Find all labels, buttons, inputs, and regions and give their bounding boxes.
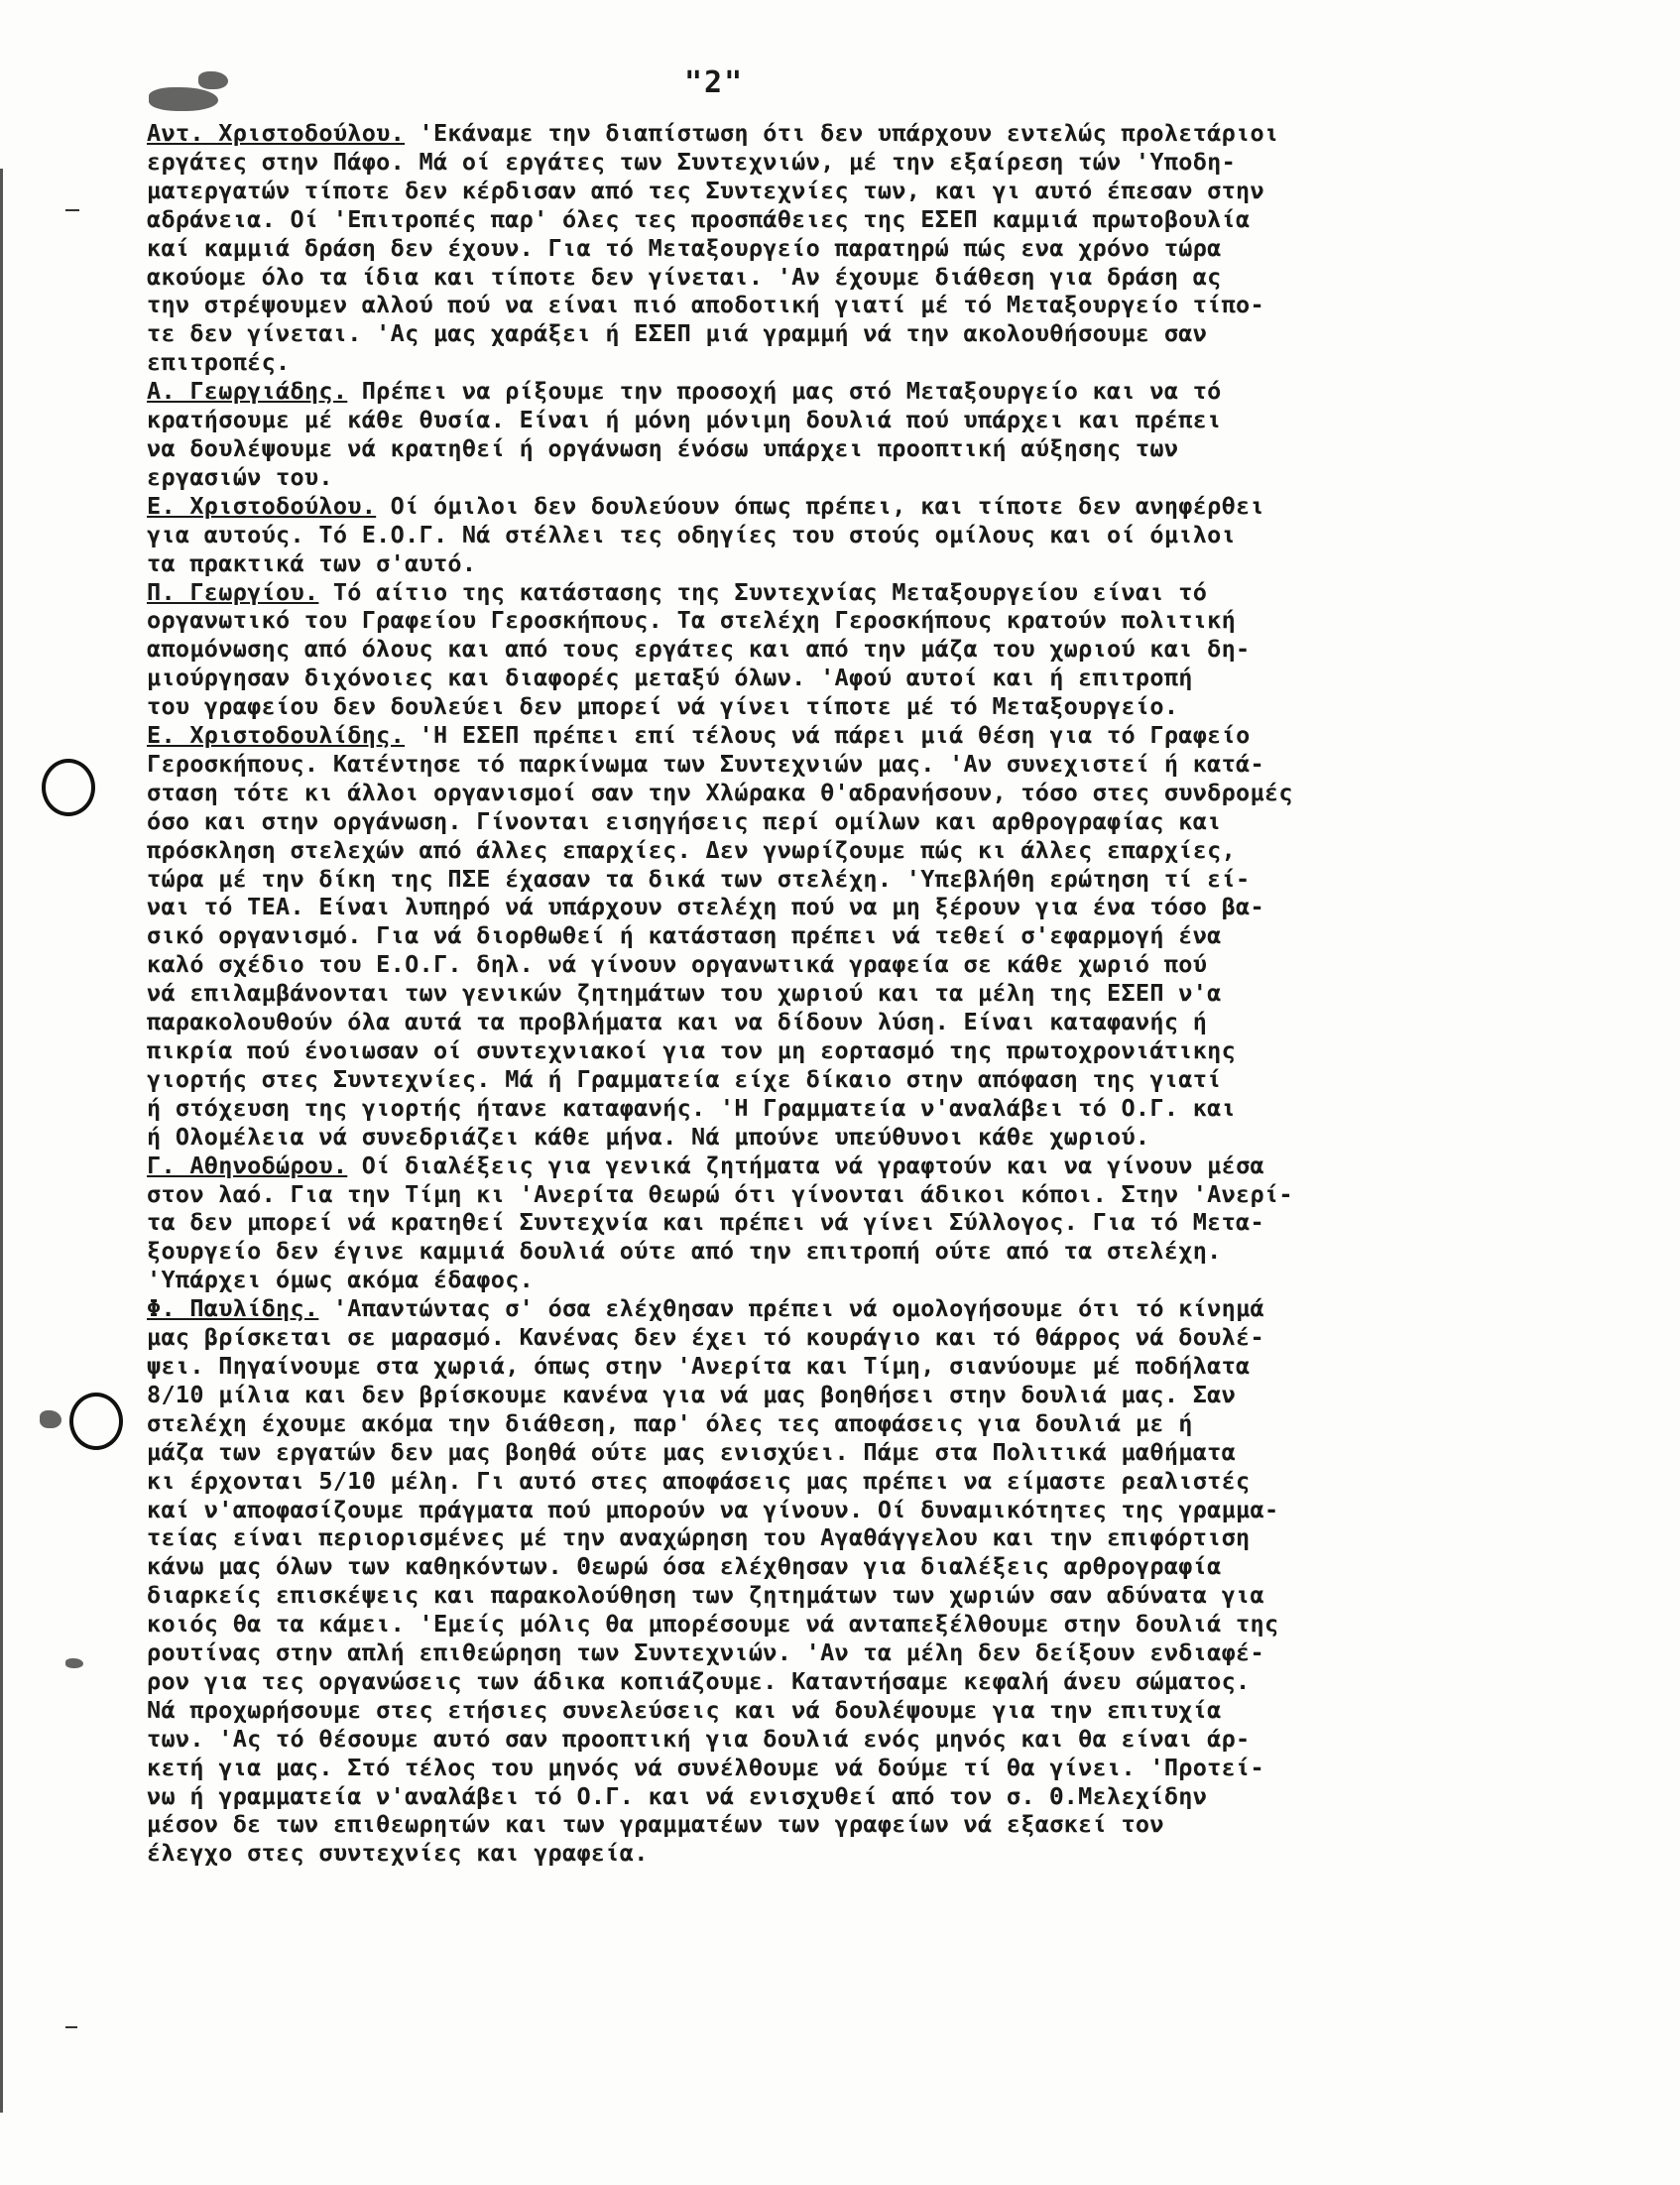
line-text: 8/10 μίλια και δεν βρίσκουμε κανένα για νά μας βοηθήσει στην δουλιά μας. Σαν [147, 1380, 1237, 1408]
line-text: των. 'Ας τό θέσουμε αυτό σαν προοπτική για δουλιά ενός μηνός και θα είναι άρ- [147, 1724, 1251, 1753]
text-line [147, 1496, 1674, 1524]
line-text: ναι τό ΤΕΑ. Είναι λυπηρό νά υπάρχουν στελέχη πού να μη ξέρουν για ένα τόσο βα- [147, 893, 1264, 921]
line-text: Τό αίτιο της κατάστασης της Συντεχνίας Μεταξουργείου είναι τό [332, 577, 1208, 606]
text-line [147, 1696, 1674, 1725]
page-number: "2" [684, 65, 745, 100]
speaker-name: Π. Γεωργίου. [147, 577, 319, 606]
margin-circle-mark [42, 759, 95, 816]
text-line [147, 119, 1674, 148]
line-text: 'Η ΕΣΕΠ πρέπει επί τέλους νά πάρει μιά θέση για τό Γραφείο [419, 721, 1251, 750]
line-text: την στρέψουμεν αλλού πού να είναι πιό αποδοτική γιατί μέ τό Μεταξουργείο τίπο- [147, 291, 1264, 319]
text-line [147, 377, 1674, 406]
line-text: ψει. Πηγαίνουμε στα χωριά, όπως στην 'Ανερίτα και Τίμη, σιανύουμε μέ ποδήλατα [147, 1351, 1251, 1380]
line-text: νω ή γραμματεία ν'αναλάβει τό Ο.Γ. και νά ενισχυθεί από τον σ. Θ.Μελεχίδην [147, 1781, 1208, 1810]
text-line [147, 234, 1674, 263]
line-text: απομόνωσης από όλους και από τους εργάτες και από την μάζα του χωριού και δη- [147, 635, 1251, 664]
left-margin-line [0, 169, 3, 2113]
text-line [147, 635, 1674, 664]
text-line [147, 836, 1674, 865]
text-line [147, 1409, 1674, 1438]
text-line [147, 750, 1674, 779]
line-text: εργάτες στην Πάφο. Μά οί εργάτες των Συντεχνιών, μέ την εξαίρεση τών 'Υποδη- [147, 147, 1237, 176]
speaker-paragraph [147, 119, 1674, 377]
text-line [147, 807, 1674, 836]
line-text: Γεροσκήπους. Κατέντησε τό παρκίνωμα των Συντεχνιών μας. 'Αν συνεχιστεί ή κατά- [147, 749, 1264, 778]
text-line [147, 1008, 1674, 1036]
line-text: Πρέπει να ρίξουμε την προσοχή μας στό Μεταξουργείο και να τό [361, 377, 1222, 406]
text-line [147, 1639, 1674, 1667]
text-line [147, 1094, 1674, 1123]
margin-circle-mark [69, 1393, 123, 1450]
line-text: γιορτής στες Συντεχνίες. Μά ή Γραμματεία είχε δίκαιο στην απόφαση της γιατί [147, 1064, 1222, 1093]
line-text: έλεγχο στες συντεχνίες και γραφεία. [147, 1839, 649, 1868]
text-line [147, 664, 1674, 692]
text-line [147, 177, 1674, 205]
line-text: μιούργησαν διχόνοιες και διαφορές μεταξύ όλων. 'Αφού αυτοί και ή επιτροπή [147, 664, 1193, 692]
line-text: ρον για τες οργανώσεις των άδικα κοπιάζουμε. Καταντήσαμε κεφαλή άνευ σώματος. [147, 1666, 1251, 1695]
line-text: καί ν'αποφασίζουμε πράγματα πού μπορούν να γίνουν. Οί δυναμικότητες της γραμμα- [147, 1495, 1279, 1523]
line-text: τα πρακτικά των σ'αυτό. [147, 548, 477, 577]
line-text: ακούομε όλο τα ίδια και τίποτε δεν γίνεται. 'Αν έχουμε διάθεση για δράση ας [147, 262, 1222, 291]
text-line [147, 1266, 1674, 1294]
line-text: κοιός θα τα κάμει. 'Εμείς μόλις θα μπορέσουμε νά ανταπεξέλθουμε στην δουλιά της [147, 1610, 1279, 1639]
text-line [147, 521, 1674, 549]
speaker-name: Α. Γεωργιάδης. [147, 377, 348, 406]
text-line [147, 1294, 1674, 1323]
text-line [147, 1180, 1674, 1209]
text-line [147, 1552, 1674, 1581]
document-body [147, 119, 1674, 1868]
line-text: όσο και στην οργάνωση. Γίνονται εισηγήσεις περί ομίλων και αρθρογραφίας και [147, 806, 1222, 835]
text-line [147, 434, 1674, 463]
text-line [147, 291, 1674, 319]
text-line [147, 1237, 1674, 1266]
text-line [147, 492, 1674, 521]
line-text: 'Απαντώντας σ' όσα ελέχθησαν πρέπει νά ομολογήσουμε ότι τό κίνημά [332, 1294, 1264, 1323]
speaker-paragraph [147, 492, 1674, 578]
text-line [147, 1123, 1674, 1152]
line-text: Οί όμιλοι δεν δουλεύουν όπως πρέπει, και τίποτε δεν ανηφέρθει [390, 491, 1264, 520]
text-line [147, 1381, 1674, 1409]
line-text: καί καμμιά δράση δεν έχουν. Για τό Μεταξουργείο παρατηρώ πώς ενα χρόνο τώρα [147, 233, 1222, 262]
speaker-name: Φ. Παυλίδης. [147, 1294, 319, 1323]
line-text: μέσον δε των επιθεωρητών και των γραμματέων των γραφείων νά εξασκεί τον [147, 1810, 1164, 1839]
text-line [147, 893, 1674, 921]
line-text: κάνω μας όλων των καθηκόντων. Θεωρώ όσα ελέχθησαν για διαλέξεις αρθρογραφία [147, 1552, 1222, 1581]
line-text: οργανωτικό του Γραφείου Γεροσκήπους. Τα στελέχη Γεροσκήπους κρατούν πολιτική [147, 606, 1237, 635]
line-text: μάζα των εργατών δεν μας βοηθά ούτε μας ενισχύει. Πάμε στα Πολιτικά μαθήματα [147, 1437, 1237, 1466]
line-text: τώρα μέ την δίκη της ΠΣΕ έχασαν τα δικά των στελέχη. 'Υπεβλήθη ερώτηση τί εί- [147, 864, 1251, 893]
line-text: του γραφείου δεν δουλεύει δεν μπορεί νά γίνει τίποτε μέ τό Μεταξουργείο. [147, 692, 1179, 721]
text-line [147, 721, 1674, 750]
line-text: διαρκείς επισκέψεις και παρακολούθηση των ζητημάτων των χωριών σαν αδύνατα για [147, 1581, 1264, 1610]
stray-mark [65, 2026, 77, 2028]
text-line [147, 263, 1674, 292]
speaker-paragraph [147, 1294, 1674, 1868]
text-line [147, 1152, 1674, 1180]
line-text: σικό οργανισμό. Για νά διορθωθεί ή κατάσταση πρέπει νά τεθεί σ'εφαρμογή ένα [147, 921, 1222, 950]
line-text: πρόσκληση στελεχών από άλλες επαρχίες. Δεν γνωρίζουμε πώς κι άλλες επαρχίες, [147, 835, 1237, 864]
stray-mark [65, 209, 79, 211]
text-line [147, 921, 1674, 950]
text-line [147, 549, 1674, 578]
line-text: κετή για μας. Στό τέλος του μηνός νά συνέλθουμε νά δούμε τί θα γίνει. 'Προτεί- [147, 1753, 1264, 1781]
text-line [147, 1754, 1674, 1782]
text-line [147, 779, 1674, 807]
text-line [147, 865, 1674, 894]
line-text: 'Υπάρχει όμως ακόμα έδαφος. [147, 1266, 535, 1294]
line-text: επιτροπές. [147, 348, 291, 377]
line-text: ρουτίνας στην απλή επιθεώρηση των Συντεχνιών. 'Αν τα μέλη δεν δείξουν ενδιαφέ- [147, 1639, 1264, 1667]
line-text: τε δεν γίνεται. 'Ας μας χαράξει ή ΕΣΕΠ μιά γραμμή νά την ακολουθήσουμε σαν [147, 319, 1208, 348]
text-line [147, 1523, 1674, 1552]
line-text: ή Ολομέλεια νά συνεδριάζει κάθε μήνα. Νά μπούνε υπεύθυνοι κάθε χωριού. [147, 1122, 1150, 1151]
line-text: ή στόχευση της γιορτής ήτανε καταφανής. 'Η Γραμματεία ν'αναλάβει τό Ο.Γ. και [147, 1093, 1237, 1122]
line-text: τα δεν μπορεί νά κρατηθεί Συντεχνία και πρέπει νά γίνει Σύλλογος. Για τό Μετα- [147, 1208, 1264, 1237]
text-line [147, 348, 1674, 377]
speaker-paragraph [147, 377, 1674, 492]
text-line [147, 1610, 1674, 1639]
text-line [147, 205, 1674, 234]
text-line [147, 1581, 1674, 1610]
text-line [147, 1438, 1674, 1467]
line-text: κι έρχονται 5/10 μέλη. Γι αυτό στες αποφάσεις μας πρέπει να είμαστε ρεαλιστές [147, 1466, 1251, 1495]
text-line [147, 1467, 1674, 1496]
line-text: στον λαό. Για την Τίμη κι 'Ανερίτα θεωρώ ότι γίνονται άδικοι κόποι. Στην 'Ανερί- [147, 1179, 1293, 1208]
line-text: στελέχη έχουμε ακόμα την διάθεση, παρ' όλες τες αποφάσεις για δουλιά με ή [147, 1408, 1193, 1437]
speaker-name: Αντ. Χριστοδούλου. [147, 119, 406, 147]
line-text: Οί διαλέξεις για γενικά ζητήματα νά γραφτούν και να γίνουν μέσα [361, 1151, 1264, 1179]
text-line [147, 1352, 1674, 1381]
text-line [147, 1208, 1674, 1237]
text-line [147, 148, 1674, 177]
text-line [147, 1725, 1674, 1754]
text-line [147, 950, 1674, 979]
speaker-paragraph [147, 721, 1674, 1152]
text-line [147, 1810, 1674, 1839]
line-text: παρακολουθούν όλα αυτά τα προβλήματα και να δίδουν λύση. Είναι καταφανής ή [147, 1008, 1208, 1036]
ink-smudge [149, 87, 218, 111]
speaker-name: Ε. Χριστοδούλου. [147, 491, 377, 520]
ink-smudge [40, 1410, 61, 1428]
text-line [147, 1782, 1674, 1811]
line-text: Νά προχωρήσουμε στες ετήσιες συνελεύσεις και νά δουλέψουμε για την επιτυχία [147, 1695, 1222, 1724]
line-text: να δουλέψουμε νά κρατηθεί ή οργάνωση ένόσω υπάρχει προοπτική αύξησης των [147, 433, 1179, 462]
line-text: για αυτούς. Τό Ε.Ο.Γ. Νά στέλλει τες οδηγίες του στούς ομίλους και οί όμιλοι [147, 520, 1237, 548]
text-line [147, 979, 1674, 1008]
ink-smudge [198, 71, 228, 89]
line-text: 'Εκάναμε την διαπίστωση ότι δεν υπάρχουν εντελώς προλετάριοι [419, 119, 1279, 147]
text-line [147, 1839, 1674, 1868]
text-line [147, 1036, 1674, 1065]
speaker-paragraph [147, 578, 1674, 722]
speaker-paragraph [147, 1152, 1674, 1295]
line-text: πικρία πού ένοιωσαν οί συντεχνιακοί για τον μη εορτασμό της πρωτοχρονιάτικης [147, 1036, 1237, 1064]
line-text: νά επιλαμβάνονται των γενικών ζητημάτων του χωριού και τα μέλη της ΕΣΕΠ ν'α [147, 979, 1222, 1008]
text-line [147, 578, 1674, 607]
line-text: αδράνεια. Οί 'Επιτροπές παρ' όλες τες προσπάθειες της ΕΣΕΠ καμμιά πρωτοβουλία [147, 204, 1251, 233]
line-text: καλό σχέδιο του Ε.Ο.Γ. δηλ. νά γίνουν οργανωτικά γραφεία σε κάθε χωριό πού [147, 950, 1208, 979]
text-line [147, 463, 1674, 492]
line-text: μας βρίσκεται σε μαρασμό. Κανένας δεν έχει τό κουράγιο και τό θάρρος νά δουλέ- [147, 1323, 1264, 1352]
line-text: εργασιών του. [147, 462, 333, 491]
line-text: κρατήσουμε μέ κάθε θυσία. Είναι ή μόνη μόνιμη δουλιά πού υπάρχει και πρέπει [147, 406, 1222, 434]
ink-smudge [65, 1658, 83, 1668]
text-line [147, 406, 1674, 434]
line-text: ματεργατών τίποτε δεν κέρδισαν από τες Συντεχνίες των, και γι αυτό έπεσαν στην [147, 176, 1264, 204]
speaker-name: Γ. Αθηνοδώρου. [147, 1151, 348, 1179]
text-line [147, 1065, 1674, 1094]
speaker-name: Ε. Χριστοδουλίδης. [147, 721, 406, 750]
text-line [147, 692, 1674, 721]
line-text: ξουργείο δεν έγινε καμμιά δουλιά ούτε από την επιτροπή ούτε από τα στελέχη. [147, 1237, 1222, 1266]
text-line [147, 319, 1674, 348]
line-text: τείας είναι περιορισμένες μέ την αναχώρηση του Αγαθάγγελου και την επιφόρτιση [147, 1523, 1251, 1552]
text-line [147, 606, 1674, 635]
text-line [147, 1323, 1674, 1352]
text-line [147, 1667, 1674, 1696]
line-text: σταση τότε κι άλλοι οργανισμοί σαν την Χλώρακα θ'αδρανήσουν, τόσο στες συνδρομές [147, 778, 1293, 806]
